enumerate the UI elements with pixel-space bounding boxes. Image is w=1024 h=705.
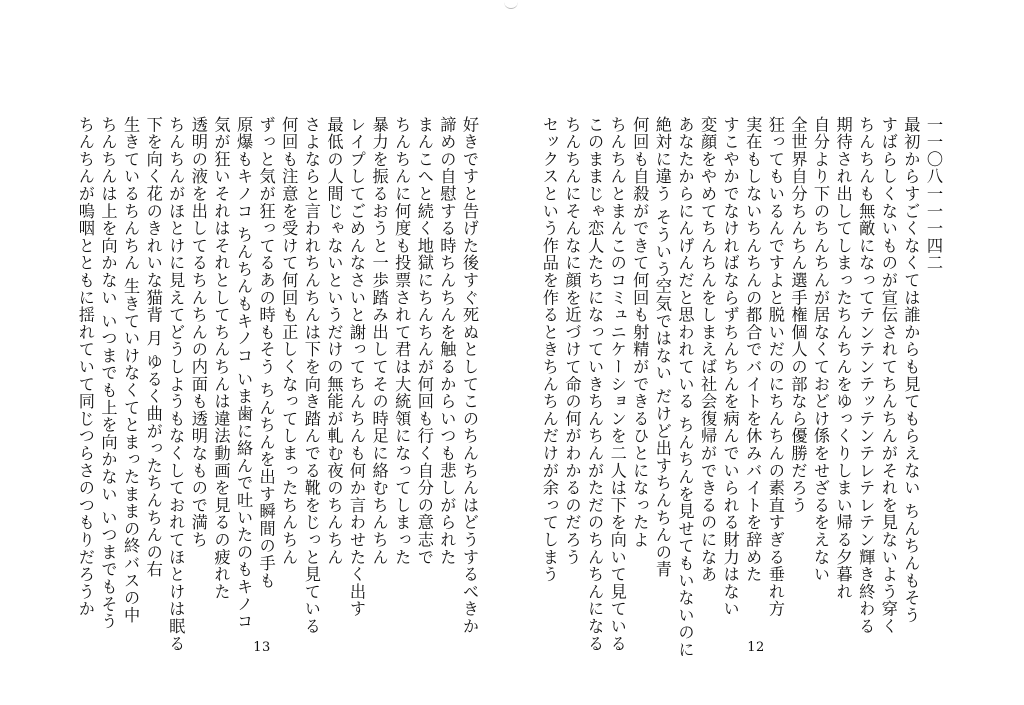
text-line: 実在もしないちんちんの都合でバイトを休みバイトを辞めた [743, 116, 763, 584]
text-line: 狂ってもいるんですよと脱いだのにちんちんの素直すぎる垂れ方 [765, 116, 785, 618]
text-line: あなたからにんげんだと思われている ちんちんを見せてもいないのに [675, 116, 695, 659]
text-line: 最低の人間じゃないというだけの無能が軋む夜のちんちん [324, 116, 344, 566]
text-line: まんこへと続く地獄にちんちんが何回も行く自分の意志で [414, 116, 434, 566]
text-line: すばらしくないものが宣伝されてちんちんがそれを見ないよう穿く [878, 116, 898, 635]
text-line: さよならと言われちんちんは下を向き踏んでる靴をじっと見ている [301, 116, 321, 635]
text-line: このままじゃ恋人たちになっていきちんちんがただのちんちんになる [585, 116, 605, 653]
text-line: セックスという作品を作るときちんちんだけが余ってしまう [539, 116, 559, 584]
text-line: 何回も自殺ができて何回も射精ができるひとになったよ [630, 116, 650, 549]
page-right [512, 0, 1024, 705]
text-line: レイプしてごめんなさいと謝ってちんちんも何か言わせたく出す [347, 116, 367, 618]
text-line: ずっと気が狂ってるあの時もそう ちんちんを出す瞬間の手も [256, 116, 276, 590]
text-line: ちんちんにそんなに顔を近づけて命の何がわかるのだろう [562, 116, 582, 566]
text-line: 生きているちんちん 生きていけなくてとまったままの終バスの中 [121, 116, 141, 624]
text-line: ちんちんに何度も投票されて君は大統領になってしまった [392, 116, 412, 566]
text-line: 気が狂いそれはそれとしてちんちんは違法動画を見るの疲れた [211, 116, 231, 601]
text-line: 自分より下のちんちんが居なくておどけ係をせざるをえない [811, 116, 831, 584]
text-line: 好きですと告げた後すぐ死ぬとしてこのちんちんはどうするべきか [460, 116, 479, 635]
page-number: 12 [747, 640, 765, 655]
text-line: 下を向く花のきれいな猫背 月 ゆるく曲がったちんちんの右 [143, 116, 163, 579]
page-number: 13 [253, 640, 271, 655]
text-line: 絶対に違う そういう空気ではない だけど出すちんちんの青 [652, 116, 672, 579]
text-line: 最初からすごくなくては誰からも見てもらえない ちんちんもそう [901, 116, 921, 624]
text-line: 全世界自分ちんちん選手権個人の部なら優勝だろう [788, 116, 808, 514]
text-line: ちんちんが嗚咽とともに揺れていて同じつらさのつもりだろうか [75, 116, 95, 618]
text-line: 何回も注意を受けて何回も正しくなってしまったちんちん [279, 116, 299, 566]
text-line: 暴力を振るおうと一歩踏み出してその時足に絡むちんちん [369, 116, 389, 566]
text-line: すこやかでなければならずちんちんを病んでいられる財力はない [720, 116, 740, 618]
text-line: 期待され出してしまったちんちんをゆっくりしまい帰る夕暮れ [833, 116, 853, 601]
text-line: ちんちんは上を向かない いつまでも上を向かない いつまでもそう [98, 116, 118, 631]
text-line: ちんちんがほとけに見えてどうしようもなくしておれてほとけは眠る [166, 116, 186, 653]
text-line: ちんちんも無敵になってテンテンテッテンテレテレテン輝き終わる [856, 116, 876, 635]
text-line: 変顔をやめてちんちんをしまえば社会復帰ができるのになあ [698, 116, 718, 584]
section-heading: 一一〇八一一一四二 [924, 116, 943, 272]
text-line: 原爆もキノコ ちんちんもキノコ いま歯に絡んで吐いたのもキノコ [234, 116, 254, 631]
text-line: ちんちんとまんこのコミュニケーションを二人は下を向いて見ている [607, 116, 627, 653]
text-line: 透明の液を出してるちんちんの内面も透明なもので満ち [188, 116, 208, 549]
text-line: 諦めの自慰する時ちんちんを触るからいつも悲しがられた [437, 116, 457, 566]
